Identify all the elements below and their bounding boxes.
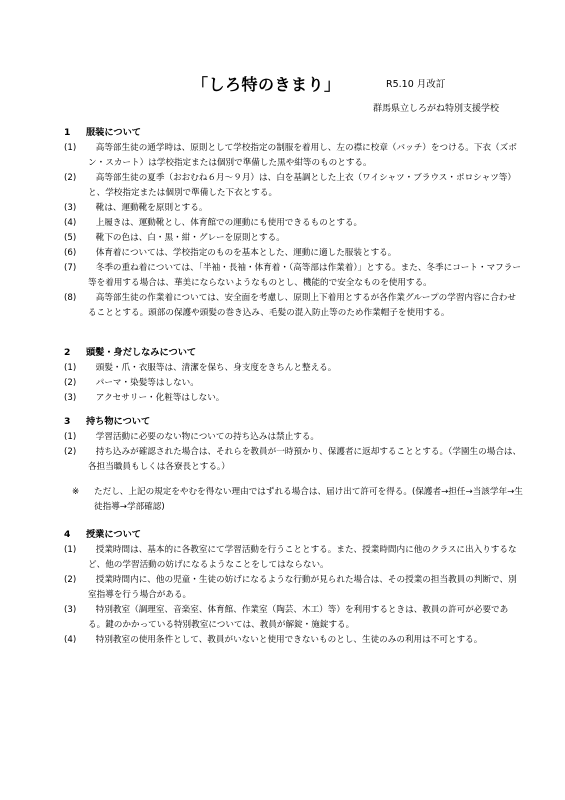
item-marker: (2) [64, 378, 77, 388]
section-heading [64, 414, 524, 429]
item-text: 特別教室の使用条件として、教員がいないと使用できないものとし、生徒のみの利用は不可とする。 [95, 635, 483, 645]
school-name: 群馬県立しろがね特別支援学校 [372, 104, 499, 114]
section-grooming [64, 345, 524, 406]
item-text: 授業時間は、基本的に各教室にて学習活動を行うこととする。また、授業時間内に他のクラスに出入りするなど、他の学習活動の妨げになるようなことをしてはならない。 [88, 545, 517, 570]
revision-label: R5.10 月改訂 [386, 79, 446, 90]
section-title: 持ち物について [86, 416, 151, 427]
item-text: 冬季の重ね着については、「半袖・長袖・体育着・（高等部は作業着）」とする。また、冬季にコート・マフラー等を着用する場合は、華美にならないようなものとし、機能的で安全なものを使用する。 [88, 263, 521, 288]
list-item [64, 171, 524, 201]
item-marker: (4) [64, 635, 77, 645]
item-text: 上履きは、運動靴とし、体育館での運動にも使用できるものとする。 [95, 218, 363, 228]
list-item [64, 231, 524, 246]
item-text: 授業時間内に、他の児童・生徒の妨げになるような行動が見られた場合は、その授業の担当教員の判断で、別室指導を行う場合がある。 [88, 575, 517, 600]
section-clothing [64, 125, 524, 321]
section-number: 3 [64, 416, 71, 427]
item-marker: (3) [64, 203, 77, 213]
list-item [64, 376, 524, 391]
item-marker: (2) [64, 575, 77, 585]
item-marker: (1) [64, 432, 77, 442]
list-item [64, 216, 524, 231]
list-item [64, 603, 524, 633]
section-heading [64, 125, 524, 140]
list-item [64, 391, 524, 406]
list-item [64, 246, 524, 261]
list-item [64, 361, 524, 376]
section-title: 授業について [86, 529, 141, 540]
item-text: 靴は、運動靴を原則とする。 [95, 203, 208, 213]
item-marker: (5) [64, 233, 77, 243]
list-item [64, 543, 524, 573]
page-title: 「しろ特のきまり」 [192, 75, 341, 94]
note-marker: ※ [72, 487, 80, 497]
list-item [64, 141, 524, 171]
section-classes [64, 527, 524, 648]
list-item [64, 430, 524, 445]
item-marker: (3) [64, 605, 77, 615]
item-text: 学習活動に必要のない物についての持ち込みは禁止する。 [95, 432, 320, 442]
section-heading [64, 527, 524, 542]
section-belongings [64, 414, 524, 475]
item-marker: (4) [64, 218, 77, 228]
section-number: 2 [64, 347, 71, 358]
item-text: 持ち込みが確認された場合は、それらを教員が一時預かり、保護者に返却することとする。（学園生の場合は、各担当職員もしくは各寮長とする。） [88, 447, 522, 472]
exception-note [72, 485, 524, 515]
item-marker: (1) [64, 143, 77, 153]
item-marker: (6) [64, 248, 77, 258]
list-item [64, 633, 524, 648]
item-marker: (3) [64, 393, 77, 403]
item-text: アクセサリー・化粧等はしない。 [95, 393, 225, 403]
list-item [64, 261, 524, 291]
section-title: 服装について [86, 127, 141, 138]
item-text: 高等部生徒の作業着については、安全面を考慮し、原則上下着用とするが各作業グループの学習内容に合わせることとする。頭部の保護や頭髪の巻き込み、毛髪の混入防止等のため作業帽子を使用する。 [88, 293, 516, 318]
list-item [64, 291, 524, 321]
item-text: 高等部生徒の通学時は、原則として学校指定の制服を着用し、左の襟に校章（バッチ）をつける。下衣（ズボン・スカート）は学校指定または個別で準備した黒や紺等のものとする。 [88, 143, 517, 168]
item-marker: (2) [64, 447, 77, 457]
list-item [64, 201, 524, 216]
item-text: 高等部生徒の夏季（おおむね６月～９月）は、白を基調とした上衣（ワイシャツ・ブラウス・ポロシャツ等）と、学校指定または個別で準備した下衣とする。 [88, 173, 516, 198]
item-marker: (7) [64, 263, 77, 273]
section-number: 4 [64, 529, 71, 540]
item-marker: (1) [64, 363, 77, 373]
item-text: 特別教室（調理室、音楽室、体育館、作業室（陶芸、木工）等）を利用するときは、教員の許可が必要である。鍵のかかっている特別教室については、教員が解錠・施錠する。 [88, 605, 509, 630]
item-text: 体育着については、学校指定のものを基本とした、運動に適した服装とする。 [95, 248, 397, 258]
list-item [64, 445, 524, 475]
item-marker: (8) [64, 293, 77, 303]
section-title: 頭髪・身だしなみについて [86, 347, 197, 358]
note-text: ただし、上記の規定をやむを得ない理由ではずれる場合は、届け出て許可を得る。(保護者→担任→当該学年→生徒指導→学部確認) [94, 487, 523, 512]
item-marker: (2) [64, 173, 77, 183]
item-marker: (1) [64, 545, 77, 555]
item-text: 頭髪・爪・衣服等は、清潔を保ち、身支度をきちんと整える。 [95, 363, 337, 373]
list-item [64, 573, 524, 603]
section-number: 1 [64, 127, 71, 138]
section-heading [64, 345, 524, 360]
item-text: 靴下の色は、白・黒・紺・グレーを原則とする。 [95, 233, 285, 243]
item-text: パーマ・染髪等はしない。 [95, 378, 199, 388]
